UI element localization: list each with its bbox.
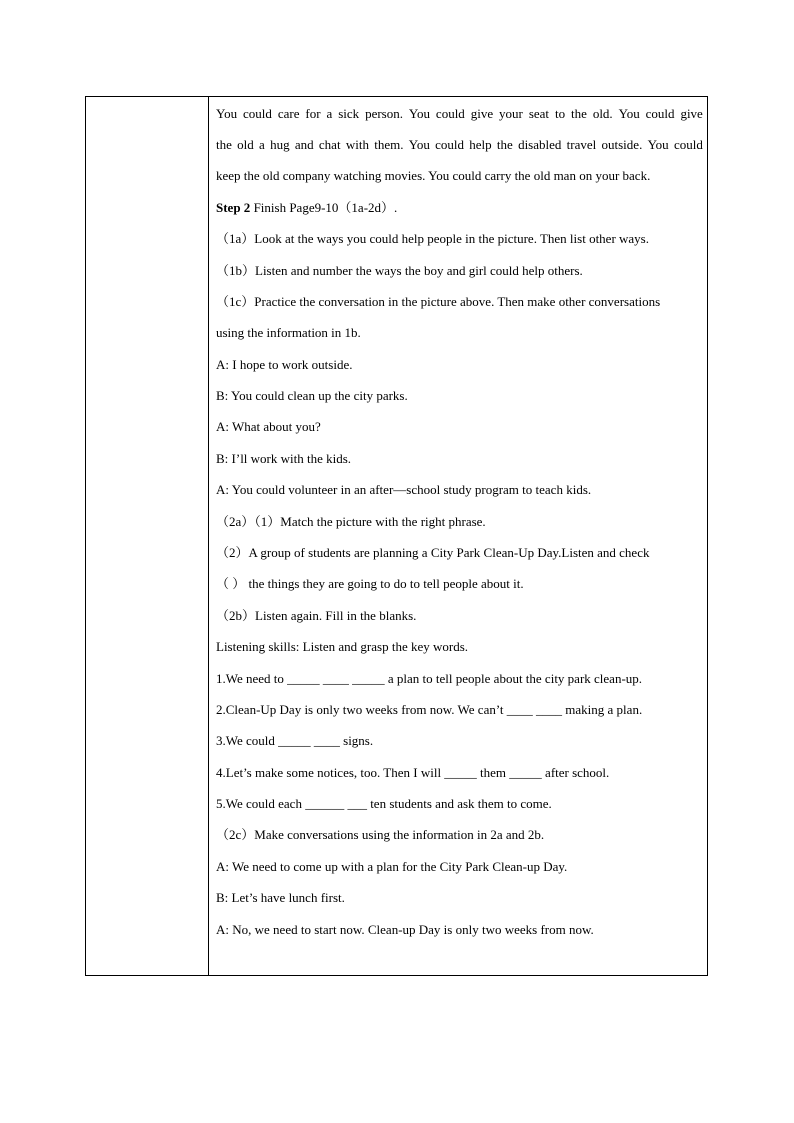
text-line: B: Let’s have lunch first.: [216, 890, 345, 905]
text-line: 4.Let’s make some notices, too. Then I will _____ them _____ after school.: [216, 765, 610, 780]
step-label: Step 2: [216, 200, 251, 215]
lesson-table: [85, 96, 708, 976]
text-line: You could care for a sick person. You could give your seat to the old. You could give: [216, 106, 703, 121]
text-line: （1c）Practice the conversation in the picture above. Then make other conversations: [216, 294, 661, 309]
text-line: B: I’ll work with the kids.: [216, 451, 352, 466]
step-heading: [216, 200, 703, 216]
text-line: the old a hug and chat with them. You could help the disabled travel outside. You could: [216, 137, 703, 152]
text-line: Listening skills: Listen and grasp the key words.: [216, 639, 469, 654]
text-line: 5.We could each ______ ___ ten students and ask them to come.: [216, 796, 552, 811]
text-line: （1a）Look at the ways you could help people in the picture. Then list other ways.: [216, 231, 649, 246]
text-line: （2）A group of students are planning a City Park Clean-Up Day.Listen and check: [216, 545, 650, 560]
text-line: keep the old company watching movies. You could carry the old man on your back.: [216, 168, 651, 183]
text-line: A: What about you?: [216, 419, 321, 434]
text-line: A: You could volunteer in an after—school study program to teach kids.: [216, 482, 592, 497]
text-line: （1b）Listen and number the ways the boy and girl could help others.: [216, 263, 583, 278]
text-line: A: No, we need to start now. Clean-up Day is only two weeks from now.: [216, 922, 594, 937]
text-line: using the information in 1b.: [216, 325, 361, 340]
text-line: 3.We could _____ ____ signs.: [216, 733, 374, 748]
text-line: A: I hope to work outside.: [216, 357, 353, 372]
step-text: Finish Page9-10（1a-2d）.: [253, 200, 398, 215]
text-line: B: You could clean up the city parks.: [216, 388, 408, 403]
text-line: （2c）Make conversations using the information in 2a and 2b.: [216, 827, 545, 842]
text-line: （2a）（1）Match the picture with the right phrase.: [216, 514, 486, 529]
text-line: （ ） the things they are going to do to tell people about it.: [216, 576, 524, 591]
text-line: 1.We need to _____ ____ _____ a plan to tell people about the city park clean-up.: [216, 671, 643, 686]
text-line: A: We need to come up with a plan for the City Park Clean-up Day.: [216, 859, 568, 874]
text-line: （2b）Listen again. Fill in the blanks.: [216, 608, 417, 623]
left-column-cell: [86, 97, 209, 975]
text-line: 2.Clean-Up Day is only two weeks from now. We can’t ____ ____ making a plan.: [216, 702, 643, 717]
